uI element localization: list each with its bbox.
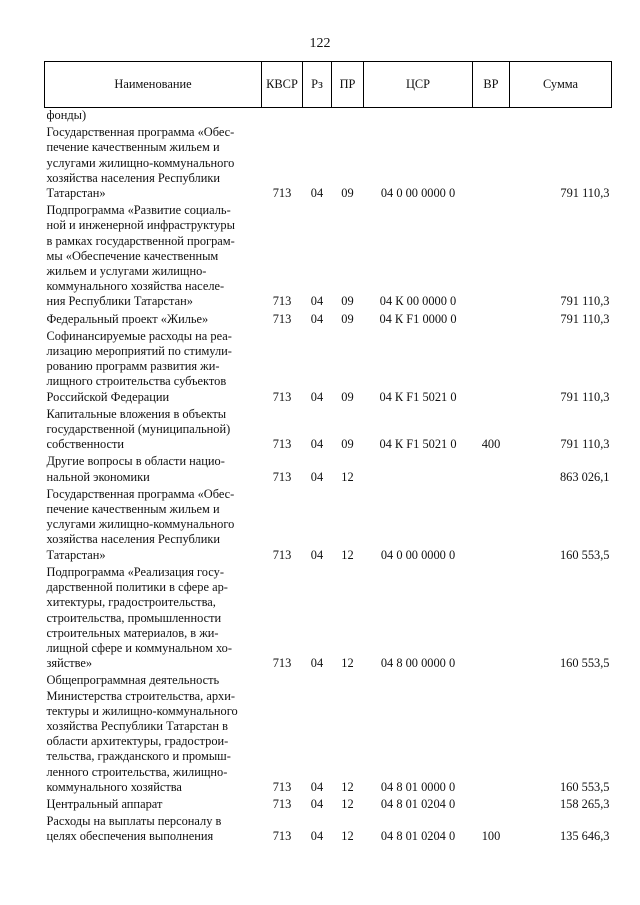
header-name: Наименование bbox=[45, 62, 262, 108]
table-row bbox=[45, 454, 612, 486]
table-row bbox=[45, 487, 612, 565]
header-pr: ПР bbox=[332, 62, 364, 108]
cell-sum: 791 110,3 bbox=[560, 311, 610, 326]
cell-rz: 04 bbox=[310, 469, 324, 484]
cell-csr: 04 8 01 0000 0 bbox=[380, 779, 456, 794]
table-row bbox=[45, 108, 612, 126]
cell-csr: 04 8 00 0000 0 bbox=[380, 656, 456, 671]
cell-name: Подпрограмма «Реализация госу- дарственной политики в сфере ар- хитектуры, градостроительства, строительства, промышленности строительных материалов, в жи- лищной сфере и коммунальном хо- зяйстве» bbox=[46, 564, 232, 671]
cell-kvsr: 713 bbox=[272, 829, 292, 844]
cell-name: Общепрограммная деятельность Министерства строительства, архи- тектуры и жилищно-коммунального хозяйства Республики Татарстан в области архитектуры, градострои- тельства, гражданского и промыш- ленного строительства, жилищно- коммунального хозяйства bbox=[46, 673, 238, 794]
table-row bbox=[45, 312, 612, 329]
cell-name: Другие вопросы в области нацио- нальной экономики bbox=[46, 454, 225, 484]
cell-rz: 04 bbox=[310, 547, 324, 562]
cell-rz: 04 bbox=[310, 294, 324, 309]
cell-rz: 04 bbox=[310, 796, 324, 811]
cell-rz: 04 bbox=[310, 186, 324, 201]
cell-sum: 791 110,3 bbox=[560, 294, 610, 309]
table-row bbox=[45, 329, 612, 407]
cell-pr: 12 bbox=[341, 547, 354, 562]
cell-vr: 400 bbox=[481, 437, 501, 452]
cell-pr: 09 bbox=[341, 311, 354, 326]
cell-sum: 791 110,3 bbox=[560, 437, 610, 452]
header-csr: ЦСР bbox=[364, 62, 473, 108]
cell-kvsr: 713 bbox=[272, 294, 292, 309]
cell-name: Центральный аппарат bbox=[46, 796, 163, 811]
cell-pr: 12 bbox=[341, 779, 354, 794]
cell-rz: 04 bbox=[310, 437, 324, 452]
cell-vr bbox=[473, 454, 510, 486]
cell-rz: 04 bbox=[310, 656, 324, 671]
cell-rz: 04 bbox=[310, 779, 324, 794]
cell-rz: 04 bbox=[310, 311, 324, 326]
cell-name: Государственная программа «Обес- печение качественным жильем и услугами жилищно-коммунального хозяйства населения Республики Татарстан» bbox=[46, 125, 235, 201]
cell-pr: 09 bbox=[341, 186, 354, 201]
cell-pr bbox=[332, 108, 364, 126]
header-kvsr: КВСР bbox=[262, 62, 303, 108]
cell-vr bbox=[473, 125, 510, 203]
cell-pr: 09 bbox=[341, 389, 354, 404]
cell-name: Федеральный проект «Жилье» bbox=[46, 311, 209, 326]
cell-kvsr: 713 bbox=[272, 796, 292, 811]
cell-sum: 160 553,5 bbox=[559, 656, 610, 671]
cell-name: Капитальные вложения в объекты государственной (муниципальной) собственности bbox=[46, 406, 231, 452]
cell-kvsr: 713 bbox=[272, 437, 292, 452]
cell-csr: 04 0 00 0000 0 bbox=[380, 186, 456, 201]
cell-kvsr: 713 bbox=[272, 656, 292, 671]
cell-sum: 135 646,3 bbox=[559, 829, 610, 844]
table-row bbox=[45, 203, 612, 311]
cell-rz: 04 bbox=[310, 389, 324, 404]
cell-pr: 09 bbox=[341, 437, 354, 452]
cell-name: Софинансируемые расходы на реа- лизацию мероприятий по стимули- рованию программ развития жи- лищного строительства субъектов Российской Федерации bbox=[46, 328, 232, 404]
cell-csr bbox=[364, 108, 473, 126]
cell-sum: 158 265,3 bbox=[559, 796, 610, 811]
cell-sum: 791 110,3 bbox=[560, 186, 610, 201]
cell-vr bbox=[473, 329, 510, 407]
header-rz: Рз bbox=[303, 62, 332, 108]
cell-csr: 04 0 00 0000 0 bbox=[380, 547, 456, 562]
cell-pr: 12 bbox=[341, 656, 354, 671]
table-row bbox=[45, 814, 612, 846]
cell-sum: 160 553,5 bbox=[559, 779, 610, 794]
page-number: 122 bbox=[309, 36, 331, 51]
cell-csr: 04 К F1 5021 0 bbox=[379, 389, 457, 404]
cell-name: Подпрограмма «Развитие социаль- ной и инженерной инфраструктуры в рамках государственной програм- мы «Обеспечение качественным жильем и услугами жилищно- коммунального хозяйства населе- ния Республики Татарстан» bbox=[46, 203, 235, 309]
cell-name: Государственная программа «Обес- печение качественным жильем и услугами жилищно-коммунального хозяйства населения Республики Татарстан» bbox=[46, 486, 235, 562]
table-row bbox=[45, 407, 612, 455]
cell-csr: 04 8 01 0204 0 bbox=[380, 796, 456, 811]
cell-rz: 04 bbox=[310, 829, 324, 844]
cell-sum: 791 110,3 bbox=[560, 389, 610, 404]
cell-csr bbox=[364, 454, 473, 486]
table-row bbox=[45, 797, 612, 814]
header-vr: ВР bbox=[473, 62, 510, 108]
cell-kvsr: 713 bbox=[272, 779, 292, 794]
cell-vr bbox=[473, 673, 510, 797]
table-body bbox=[45, 108, 612, 847]
cell-rz bbox=[303, 108, 332, 126]
cell-vr bbox=[473, 312, 510, 329]
cell-csr: 04 8 01 0204 0 bbox=[380, 829, 456, 844]
cell-pr: 12 bbox=[341, 796, 354, 811]
table-row bbox=[45, 125, 612, 203]
header-sum: Сумма bbox=[510, 62, 612, 108]
cell-csr: 04 К F1 5021 0 bbox=[379, 437, 457, 452]
cell-vr bbox=[473, 797, 510, 814]
table-row bbox=[45, 673, 612, 797]
cell-sum: 863 026,1 bbox=[559, 469, 610, 484]
cell-pr: 09 bbox=[341, 294, 354, 309]
cell-vr bbox=[473, 565, 510, 673]
cell-csr: 04 К F1 0000 0 bbox=[379, 311, 457, 326]
cell-vr bbox=[473, 203, 510, 311]
cell-sum bbox=[510, 108, 612, 126]
cell-sum: 160 553,5 bbox=[559, 547, 610, 562]
cell-pr: 12 bbox=[341, 469, 354, 484]
cell-csr: 04 К 00 0000 0 bbox=[379, 294, 457, 309]
cell-name: фонды) bbox=[46, 108, 87, 122]
table-row bbox=[45, 565, 612, 673]
cell-kvsr: 713 bbox=[272, 186, 292, 201]
cell-kvsr bbox=[262, 108, 303, 126]
cell-kvsr: 713 bbox=[272, 469, 292, 484]
cell-pr: 12 bbox=[341, 829, 354, 844]
cell-kvsr: 713 bbox=[272, 389, 292, 404]
table-header bbox=[45, 62, 612, 108]
cell-name: Расходы на выплаты персоналу в целях обеспечения выполнения bbox=[46, 814, 222, 844]
cell-kvsr: 713 bbox=[272, 547, 292, 562]
cell-kvsr: 713 bbox=[272, 311, 292, 326]
budget-table bbox=[44, 61, 612, 847]
cell-vr: 100 bbox=[481, 829, 501, 844]
cell-vr bbox=[473, 108, 510, 126]
cell-vr bbox=[473, 487, 510, 565]
